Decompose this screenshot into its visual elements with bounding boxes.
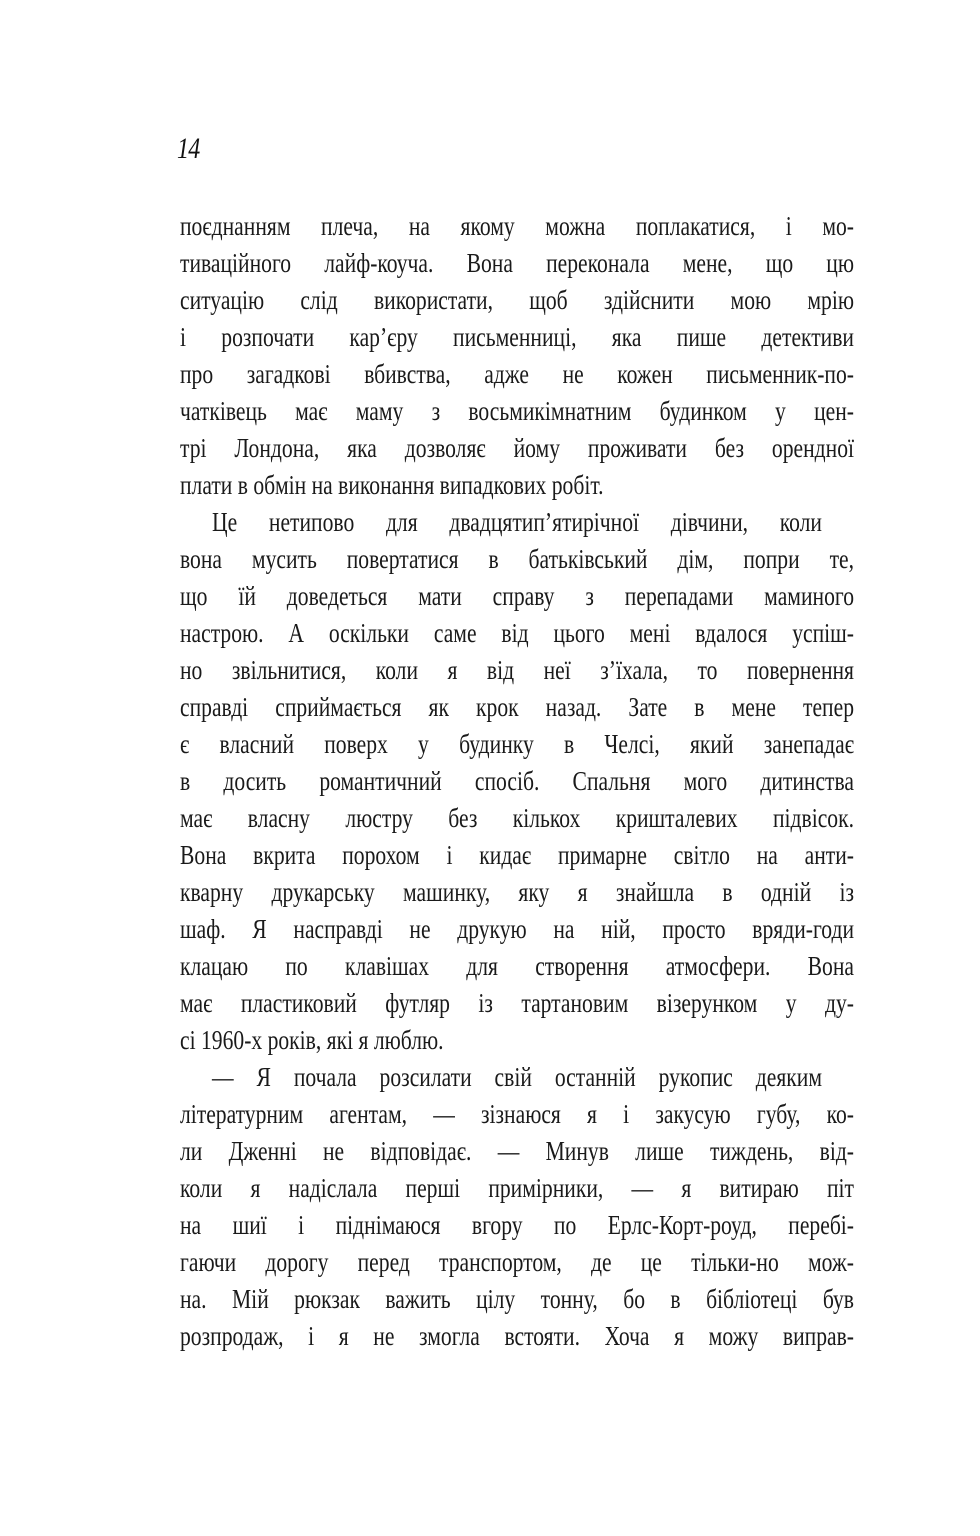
text-line — [180, 985, 854, 1022]
text-line — [180, 208, 854, 245]
text-line-words: що їй доведеться мати справу з перепадами маминого — [180, 581, 854, 611]
text-line — [180, 1022, 854, 1059]
text-line-content — [180, 837, 854, 874]
text-line-content — [212, 1059, 822, 1096]
text-line — [180, 763, 854, 800]
text-line — [180, 282, 854, 319]
text-line-content — [180, 948, 854, 985]
text-line-content — [180, 282, 854, 319]
text-line — [180, 504, 854, 541]
text-line-words: в досить романтичний спосіб. Спальня мого дитинства — [180, 766, 854, 796]
text-line-content — [180, 874, 854, 911]
text-line-words: літературним агентам, — зізнаюся я і закусую губу, ко- — [180, 1099, 854, 1129]
text-line-words: ли Дженні не відповідає. — Минув лише тиждень, від- — [180, 1136, 854, 1166]
text-line-words: но звільнитися, коли я від неї з’їхала, то повернення — [180, 655, 854, 685]
text-line — [180, 837, 854, 874]
text-line-words: тиваційного лайф-коуча. Вона переконала мене, що цю — [180, 248, 854, 278]
text-line — [180, 393, 854, 430]
text-line-words: поєднанням плеча, на якому можна поплакатися, і мо- — [180, 211, 854, 241]
text-line-words: справді сприймається як крок назад. Зате в мене тепер — [180, 692, 854, 722]
text-line — [180, 911, 854, 948]
text-line-content — [180, 430, 854, 467]
text-line-content — [180, 763, 854, 800]
text-line — [180, 726, 854, 763]
text-line-content — [180, 319, 854, 356]
text-line — [180, 1207, 854, 1244]
text-line-words: про загадкові вбивства, адже не кожен письменник-по- — [180, 359, 854, 389]
text-line-content — [180, 1096, 854, 1133]
text-line — [180, 689, 854, 726]
text-line — [180, 578, 854, 615]
text-line — [180, 1096, 854, 1133]
paragraph — [180, 1059, 854, 1355]
text-line-words: Вона вкрита порохом і кидає примарне світло на анти- — [180, 840, 854, 870]
paragraph — [180, 208, 854, 504]
text-line — [180, 1133, 854, 1170]
text-line — [180, 1281, 854, 1318]
text-line — [180, 1170, 854, 1207]
text-line-words: на шиї і піднімаюся вгору по Ерлс-Корт-роуд, перебі- — [180, 1210, 854, 1240]
text-line-content — [180, 1207, 854, 1244]
text-line — [180, 948, 854, 985]
text-line-content — [180, 541, 854, 578]
text-line — [180, 467, 854, 504]
text-line-content — [180, 467, 854, 504]
text-line — [180, 1059, 854, 1096]
text-line-words: настрою. А оскільки саме від цього мені вдалося успіш- — [180, 618, 854, 648]
text-line — [180, 1318, 854, 1355]
text-line-words: на. Мій рюкзак важить цілу тонну, бо в бібліотеці був — [180, 1284, 854, 1314]
page-number: 14 — [177, 132, 200, 165]
text-line — [180, 319, 854, 356]
text-line-content — [180, 652, 854, 689]
text-line-words: має пластиковий футляр із тартановим візерунком у ду- — [180, 988, 854, 1018]
text-line-content — [180, 1170, 854, 1207]
text-line-content — [180, 985, 854, 1022]
text-line-words: клацаю по клавішах для створення атмосфери. Вона — [180, 951, 854, 981]
text-line-words: — Я почала розсилати свій останній рукопис деяким — [212, 1062, 822, 1092]
text-line-words: вона мусить повертатися в батьківський дім, попри те, — [180, 544, 854, 574]
text-line — [180, 1244, 854, 1281]
paragraph — [180, 504, 854, 1059]
text-line-words: розпродаж, і я не змогла встояти. Хоча я можу виправ- — [180, 1321, 854, 1351]
text-line — [180, 874, 854, 911]
text-line-content — [180, 689, 854, 726]
text-line — [180, 356, 854, 393]
text-line-words: трі Лондона, яка дозволяє йому проживати без орендної — [180, 433, 854, 463]
text-line-content — [212, 504, 822, 541]
text-line-content — [180, 1244, 854, 1281]
text-line-content — [180, 578, 854, 615]
text-line-content — [180, 1022, 854, 1059]
text-line-words: коли я надіслала перші примірники, — я витираю піт — [180, 1173, 854, 1203]
text-line-words: ситуацію слід використати, щоб здійснити мою мрію — [180, 285, 854, 315]
text-line — [180, 615, 854, 652]
text-line-content — [180, 800, 854, 837]
text-line-content — [180, 615, 854, 652]
text-line-content — [180, 1318, 854, 1355]
text-line-words: сі 1960-х років, які я люблю. — [180, 1025, 444, 1055]
text-line — [180, 800, 854, 837]
text-line-words: кварну друкарську машинку, яку я знайшла в одній із — [180, 877, 854, 907]
text-line-words: гаючи дорогу перед транспортом, де це тільки-но мож- — [180, 1247, 854, 1277]
text-line-content — [180, 726, 854, 763]
text-line-content — [180, 911, 854, 948]
text-line-content — [180, 208, 854, 245]
text-line-content — [180, 356, 854, 393]
text-line — [180, 652, 854, 689]
text-line-words: чатківець має маму з восьмикімнатним будинком у цен- — [180, 396, 854, 426]
text-line-content — [180, 393, 854, 430]
text-line — [180, 541, 854, 578]
text-line-content — [180, 1281, 854, 1318]
text-line-words: і розпочати кар’єру письменниці, яка пише детективи — [180, 322, 854, 352]
text-line-words: має власну люстру без кількох кришталевих підвісок. — [180, 803, 854, 833]
text-line-words: Це нетипово для двадцятип’ятирічної дівчини, коли — [212, 507, 822, 537]
text-line-words: шаф. Я насправді не друкую на ній, просто вряди-годи — [180, 914, 854, 944]
body-text — [180, 208, 854, 1355]
text-line — [180, 245, 854, 282]
text-line-words: є власний поверх у будинку в Челсі, який занепадає — [180, 729, 854, 759]
text-line — [180, 430, 854, 467]
text-line-content — [180, 245, 854, 282]
text-line-content — [180, 1133, 854, 1170]
text-line-words: плати в обмін на виконання випадкових робіт. — [180, 470, 604, 500]
